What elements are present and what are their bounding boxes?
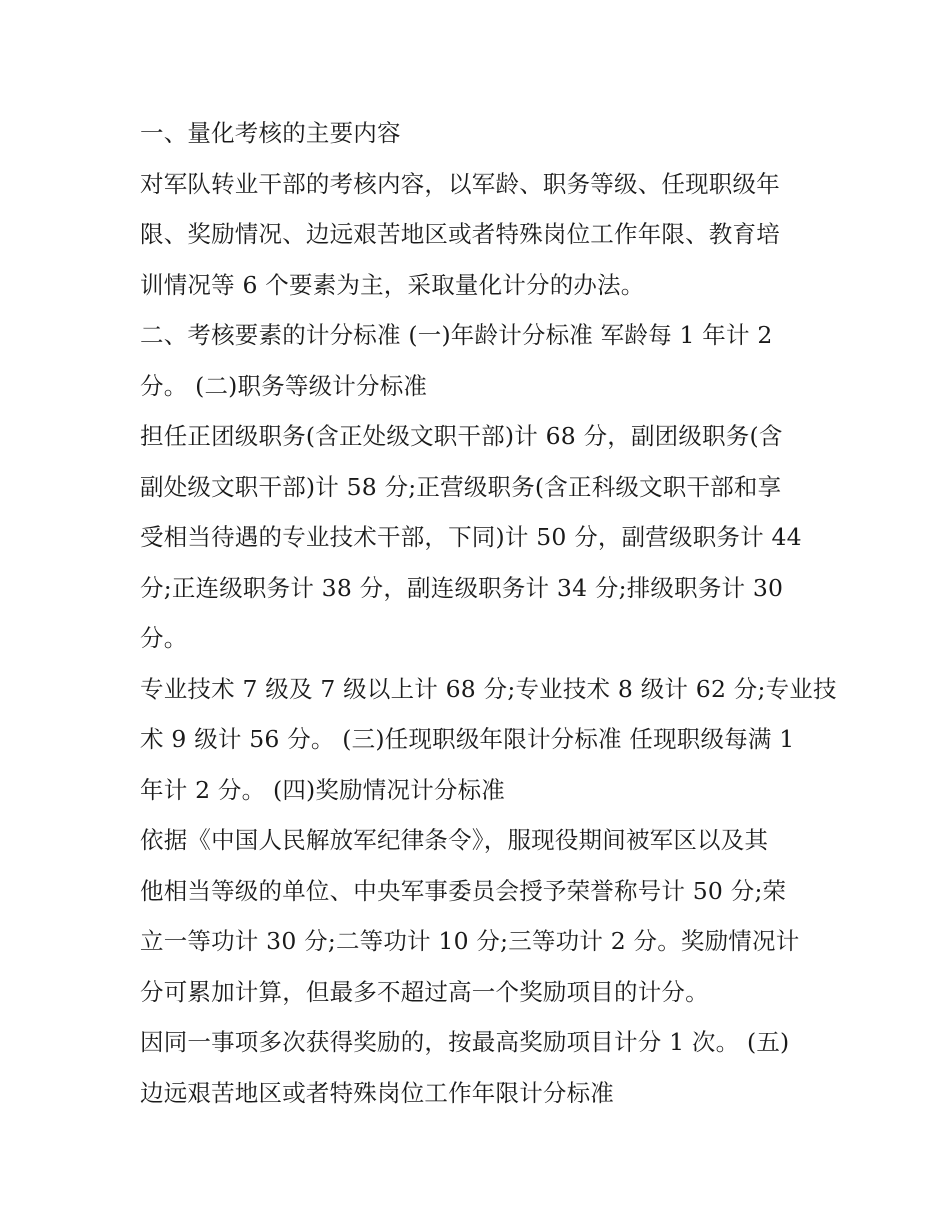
text-line: 他相当等级的单位、中央军事委员会授予荣誉称号计 50 分;荣 (140, 876, 787, 905)
text-line: 年计 2 分。 (四)奖励情况计分标准 (140, 775, 505, 804)
text-line: 立一等功计 30 分;二等功计 10 分;三等功计 2 分。奖励情况计 (140, 927, 800, 955)
text-line: 分。 (140, 624, 188, 652)
text-line: 担任正团级职务(含正处级文职干部)计 68 分，副团级职务(含 (140, 422, 783, 450)
text-line: 受相当待遇的专业技术干部，下同)计 50 分，副营级职务计 44 (140, 523, 802, 551)
text-line: 术 9 级计 56 分。 (三)任现职级年限计分标准 任现职级每满 1 (140, 725, 795, 753)
text-line: 边远艰苦地区或者特殊岗位工作年限计分标准 (140, 1078, 614, 1107)
text-line: 对军队转业干部的考核内容，以军龄、职务等级、任现职级年 (140, 169, 780, 198)
text-line: 因同一事项多次获得奖励的，按最高奖励项目计分 1 次。 (五) (140, 1028, 790, 1056)
text-line: 限、奖励情况、边远艰苦地区或者特殊岗位工作年限、教育培 (140, 220, 780, 248)
text-line: 二、考核要素的计分标准 (一)年龄计分标准 军龄每 1 年计 2 (140, 321, 773, 349)
document-body (140, 108, 837, 1118)
text-line: 副处级文职干部)计 58 分;正营级职务(含正科级文职干部和享 (140, 472, 782, 501)
text-line: 依据《中国人民解放军纪律条令》，服现役期间被军区以及其 (140, 826, 769, 854)
text-line: 一、量化考核的主要内容 (140, 119, 401, 147)
text-line: 分。 (二)职务等级计分标准 (140, 371, 428, 400)
text-line: 训情况等 6 个要素为主，采取量化计分的办法。 (140, 270, 645, 299)
text-line: 分可累加计算，但最多不超过高一个奖励项目的计分。 (140, 977, 709, 1006)
text-line: 分;正连级职务计 38 分，副连级职务计 34 分;排级职务计 30 (140, 573, 784, 602)
text-line: 专业技术 7 级及 7 级以上计 68 分;专业技术 8 级计 62 分;专业技 (140, 674, 837, 703)
